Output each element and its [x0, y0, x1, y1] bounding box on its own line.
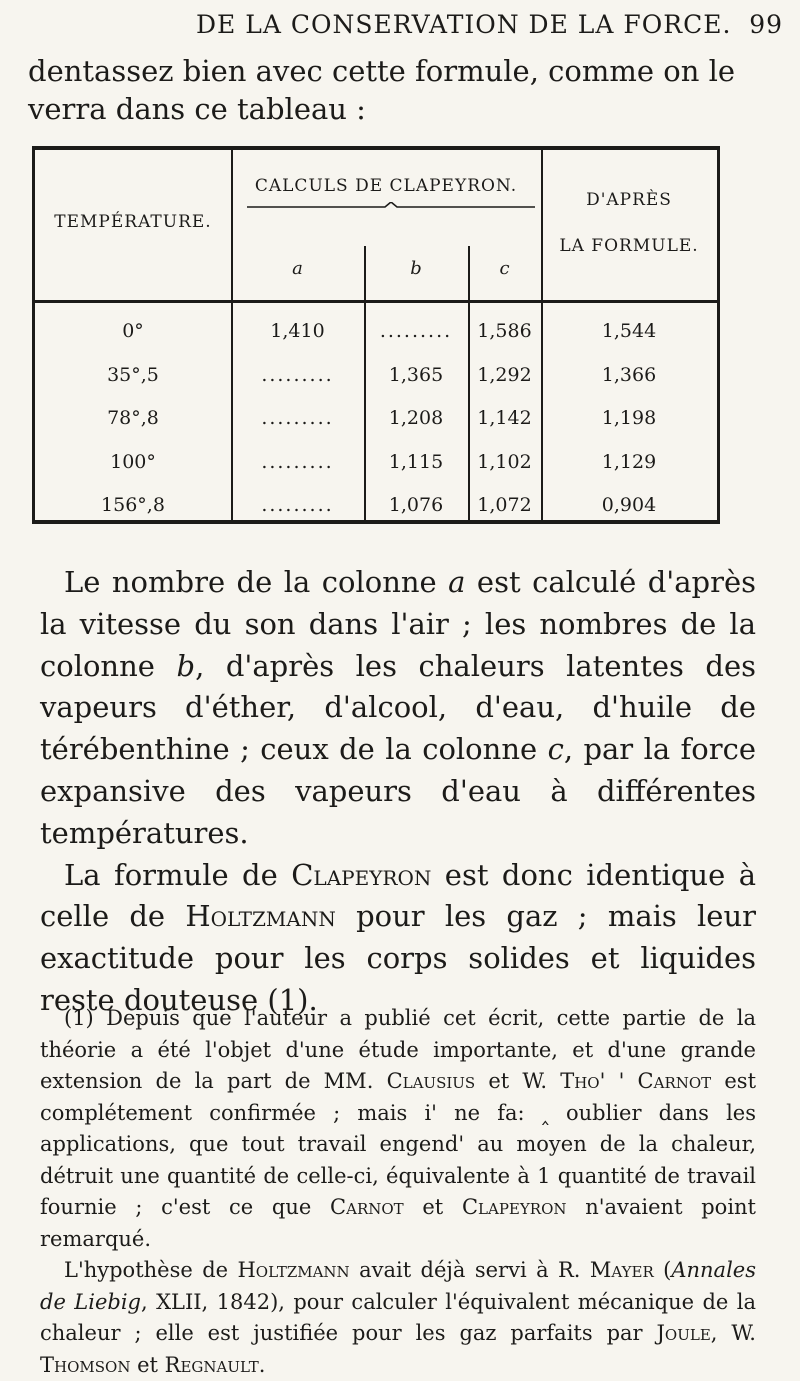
- table-cell-t: 78°,8: [107, 407, 159, 429]
- text-run: ': [605, 1069, 638, 1093]
- text-run: n'avaient point remarqué.: [40, 1195, 756, 1251]
- author-name: Holtzmann: [237, 1258, 350, 1282]
- table-cell-t: 156°,8: [101, 494, 165, 516]
- header-clapeyron: CALCULS DE CLAPEYRON.: [254, 176, 518, 196]
- footnote: [40, 1003, 756, 1255]
- text-run: (1) Depuis que l'auteur a publié cet écrit, cette partie de la théorie a été l'objet d'une étude importante, et d'une grande extension de la part de MM.: [40, 1006, 756, 1093]
- table-cell-a: 1,410: [270, 320, 325, 342]
- table-cell-b: 1,208: [388, 407, 444, 429]
- text-run: et W.: [475, 1069, 561, 1093]
- header-temperature: TEMPÉRATURE.: [54, 212, 212, 232]
- table-cell-b: 1,115: [388, 450, 444, 473]
- table-cell-a: .........: [261, 494, 334, 516]
- table-cell-b: .........: [379, 320, 453, 342]
- author-name: Carnot: [330, 1195, 404, 1219]
- body-text: [40, 562, 756, 1022]
- author-name: Regnault: [164, 1352, 259, 1377]
- text-run: , d'après les chaleurs latentes des vapeurs d'éther, d'alcool, d'eau, d'huile de térébenthine ; ceux de la colonne: [40, 648, 757, 767]
- text-run: est complétement confirmée ; mais i' ne fa: ‸ oublier dans les applications, que tout travail engend' au moyen de la chaleur, détruit une quantité de celle-ci, équivalente à 1 quantité de travail fournie ; c'est ce que: [40, 1069, 757, 1219]
- table-cell-f: 1,544: [601, 320, 657, 342]
- variable: c: [547, 732, 564, 767]
- table-cell-a: .........: [261, 450, 334, 473]
- table-cell-t: 0°: [122, 320, 144, 342]
- header-formula-line2: LA FORMULE.: [559, 236, 699, 256]
- text-run: (: [653, 1258, 672, 1282]
- table-cell-f: 1,129: [601, 450, 657, 473]
- author-name: Clausius: [386, 1069, 476, 1093]
- table-cell-b: 1,365: [388, 363, 444, 386]
- journal-title: Annales de Liebig: [40, 1258, 756, 1314]
- table-cell-b: 1,076: [388, 494, 444, 516]
- paragraph: [40, 562, 756, 855]
- intro-text: dentassez bien avec cette formule, comme on le verra dans ce tableau :: [28, 54, 736, 126]
- header-col-b: b: [410, 258, 422, 279]
- table-cell-c: 1,072: [477, 494, 532, 516]
- header-formula-line1: D'APRÈS: [586, 190, 672, 210]
- table-cell-c: 1,292: [477, 363, 532, 386]
- table-cell-f: 1,366: [601, 363, 657, 386]
- brace-mark: [245, 202, 537, 212]
- author-name: Holtzmann: [185, 899, 336, 934]
- table-cell-c: 1,586: [477, 320, 532, 342]
- author-name: Clapeyron: [291, 857, 432, 892]
- text-run: est calculé d'après la vitesse du son dans l'air ; les nombres de la colonne: [40, 565, 756, 683]
- text-run: et: [130, 1352, 165, 1377]
- variable: a: [448, 565, 466, 599]
- paragraph: [40, 855, 756, 1022]
- table-cell-t: 100°: [110, 450, 156, 473]
- text-run: Le nombre de la colonne: [64, 565, 449, 599]
- text-run: avait déjà servi à R.: [349, 1258, 590, 1282]
- footnote: [40, 1255, 756, 1381]
- table-cell-f: 1,198: [601, 407, 657, 429]
- author-name: Clapeyron: [461, 1195, 567, 1219]
- header-rule: [35, 300, 717, 303]
- table-cell-f: 0,904: [601, 494, 657, 516]
- page-number: 99: [749, 10, 783, 39]
- author-name: Thomson: [40, 1352, 131, 1377]
- text-run: , par la force expansive des vapeurs d'eau à différentes températures.: [40, 732, 756, 850]
- running-head-title: DE LA CONSERVATION DE LA FORCE.: [196, 10, 732, 39]
- text-run: , XLII, 1842), pour calculer l'équivalent mécanique de la chaleur ; elle est justifiée pour les gaz parfaits par: [40, 1289, 756, 1345]
- text-run: et: [403, 1195, 462, 1219]
- author-name: Mayer: [589, 1258, 654, 1282]
- header-col-a: a: [292, 258, 303, 279]
- text-run: est donc identique à celle de: [40, 857, 756, 934]
- data-table: [32, 146, 720, 524]
- table-cell-c: 1,102: [477, 450, 532, 473]
- header-col-c: c: [499, 258, 510, 279]
- author-name: Carnot: [637, 1069, 712, 1093]
- table-cell-t: 35°,5: [107, 363, 159, 386]
- text-run: .: [258, 1352, 266, 1377]
- table-cell-a: .........: [261, 363, 334, 386]
- table-cell-a: .........: [261, 407, 334, 429]
- variable: b: [176, 648, 196, 683]
- text-run: L'hypothèse de: [64, 1258, 238, 1282]
- author-name: Tho': [560, 1069, 606, 1093]
- footnotes: [40, 1003, 756, 1381]
- text-run: La formule de: [64, 857, 292, 892]
- table-cell-c: 1,142: [477, 407, 532, 429]
- author-name: Joule: [656, 1321, 711, 1345]
- text-run: , W.: [710, 1321, 756, 1345]
- text-run: pour les gaz ; mais leur exactitude pour les corps solides et liquides reste douteuse (1).: [40, 899, 756, 1017]
